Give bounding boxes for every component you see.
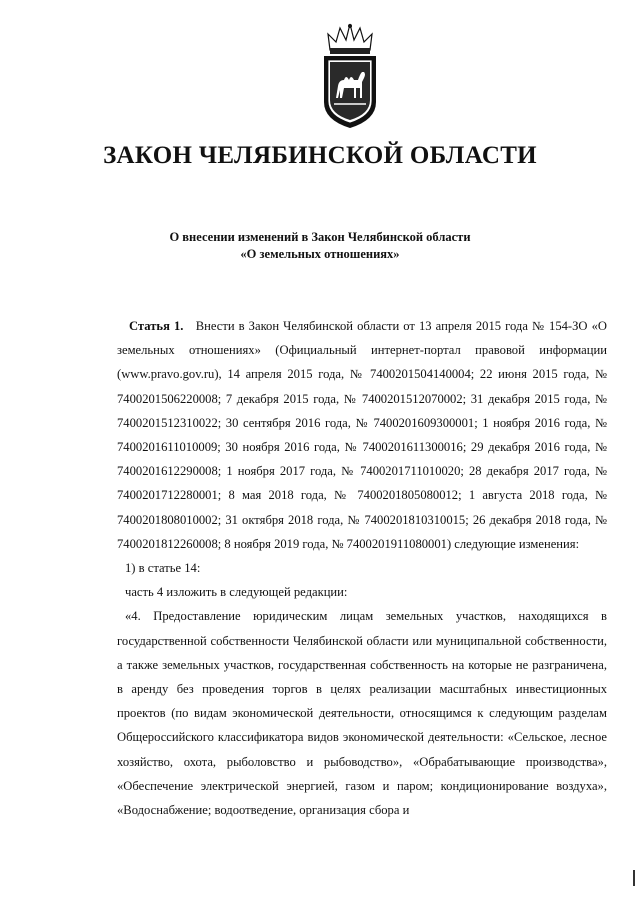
article-1-paragraph [117,314,607,556]
item-1-subclause: часть 4 изложить в следующей редакции: [125,585,348,600]
law-subtitle [0,229,640,263]
article-text: Внести в Закон Челябинской области от 13 апреля 2015 года № 154-ЗО «О земельных отношениях» (Официальный интернет-портал правовой информации (www.pravo.gov.ru), 14 апреля 2015 года, № 7400201504140004; 22 июня 2015 года, № 7400201506220008; 7 декабря 2015 года, № 7400201512070002; 31 декабря 2015 года, № 7400201512310022; 30 сентября 2016 года, № 7400201609300001; 1 ноября 2016 года, № 7400201611010009; 30 ноября 2016 года, № 7400201611300016; 29 декабря 2016 года, № 7400201612290008; 1 ноября 2017 года, № 7400201711010020; 28 декабря 2017 года, № 7400201712280001; 8 мая 2018 года, № 7400201805080012; 1 августа 2018 года, № 7400201808010002; 31 октября 2018 года, № 7400201810310015; 26 декабря 2018 года, № 7400201812260008; 8 ноября 2019 года, № 7400201911080001) следующие изменения: [117,319,607,551]
article-label: Статья 1. [129,319,184,333]
law-body [117,314,607,822]
subtitle-line-1: О внесении изменений в Закон Челябинской области [169,230,471,244]
quoted-amendment-text: «4. Предоставление юридическим лицам земельных участков, находящихся в государственной собственности Челябинской области или муниципальной собственности, а также земельных участков, государственная собственность на которые не разграничена, в аренду без проведения торгов в целях реализации масштабных инвестиционных проектов (по видам экономической деятельности, относящимся к следующим разделам Общероссийского классификатора видов экономической деятельности: «Сельское, лесное хозяйство, охота, рыболовство и рыбоводство», «Обрабатывающие производства», «Обеспечение электрической энергией, газом и паром; кондиционирование воздуха», «Водоснабжение; водоотведение, организация сбора и [117,609,607,818]
item-1: 1) в статье 14: [125,561,201,576]
law-title: ЗАКОН ЧЕЛЯБИНСКОЙ ОБЛАСТИ [103,142,537,169]
coat-of-arms-icon [318,20,382,132]
subtitle-line-2: «О земельных отношениях» [240,247,400,261]
coat-of-arms-emblem [318,20,382,132]
page-edge-mark [633,870,635,886]
